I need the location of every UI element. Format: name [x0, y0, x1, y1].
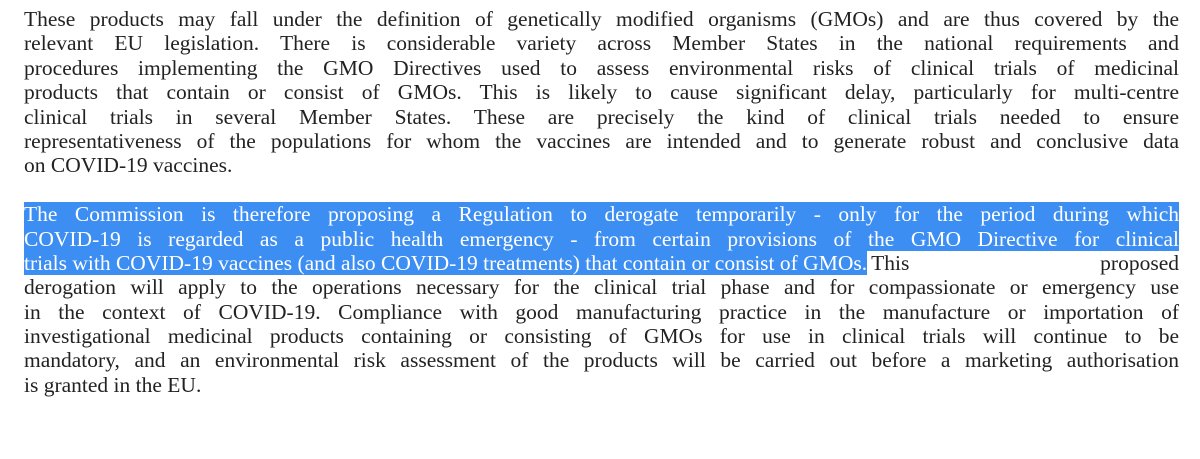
paragraph-line: procedures implementing the GMO Directives used to assess environmental risks of clinical trials of medicinal [24, 55, 1179, 80]
document-body [24, 7, 1179, 397]
paragraph-line: relevant EU legislation. There is considerable variety across Member States in the national requirements and [24, 31, 1179, 56]
paragraph-line: mandatory, and an environmental risk assessment of the products will be carried out before a marketing authorisation [24, 348, 1179, 373]
paragraph-spacer [24, 178, 1179, 202]
paragraph-line: These products may fall under the definition of genetically modified organisms (GMOs) and are thus covered by the [24, 7, 1179, 31]
paragraph-line-tail: This proposed [871, 250, 1179, 275]
selected-text-line[interactable]: The Commission is therefore proposing a Regulation to derogate temporarily - only for the period during which [24, 202, 1179, 227]
selected-text-line[interactable]: trials with COVID-19 vaccines (and also COVID-19 treatments) that contain or consist of GMOs. [24, 250, 868, 275]
paragraph-line: derogation will apply to the operations necessary for the clinical trial phase and for compassionate or emergency use [24, 275, 1179, 300]
paragraph-line-mixed [24, 251, 1179, 275]
paragraph-commission-proposal[interactable] [24, 202, 1179, 397]
paragraph-line: on COVID-19 vaccines. [24, 153, 233, 178]
paragraph-gmo-legislation [24, 7, 1179, 178]
paragraph-line: products that contain or consist of GMOs. This is likely to cause significant delay, particularly for multi-centre [24, 80, 1179, 105]
selected-text-line[interactable]: COVID-19 is regarded as a public health emergency - from certain provisions of the GMO Directive for clinical [24, 226, 1179, 251]
paragraph-line: investigational medicinal products containing or consisting of GMOs for use in clinical trials will continue to be [24, 324, 1179, 349]
paragraph-line: representativeness of the populations for whom the vaccines are intended and to generate robust and conclusive data [24, 128, 1179, 153]
paragraph-line: clinical trials in several Member States. These are precisely the kind of clinical trials needed to ensure [24, 104, 1179, 129]
paragraph-line: in the context of COVID-19. Compliance with good manufacturing practice in the manufacture or importation of [24, 299, 1179, 324]
paragraph-line: is granted in the EU. [24, 372, 202, 397]
